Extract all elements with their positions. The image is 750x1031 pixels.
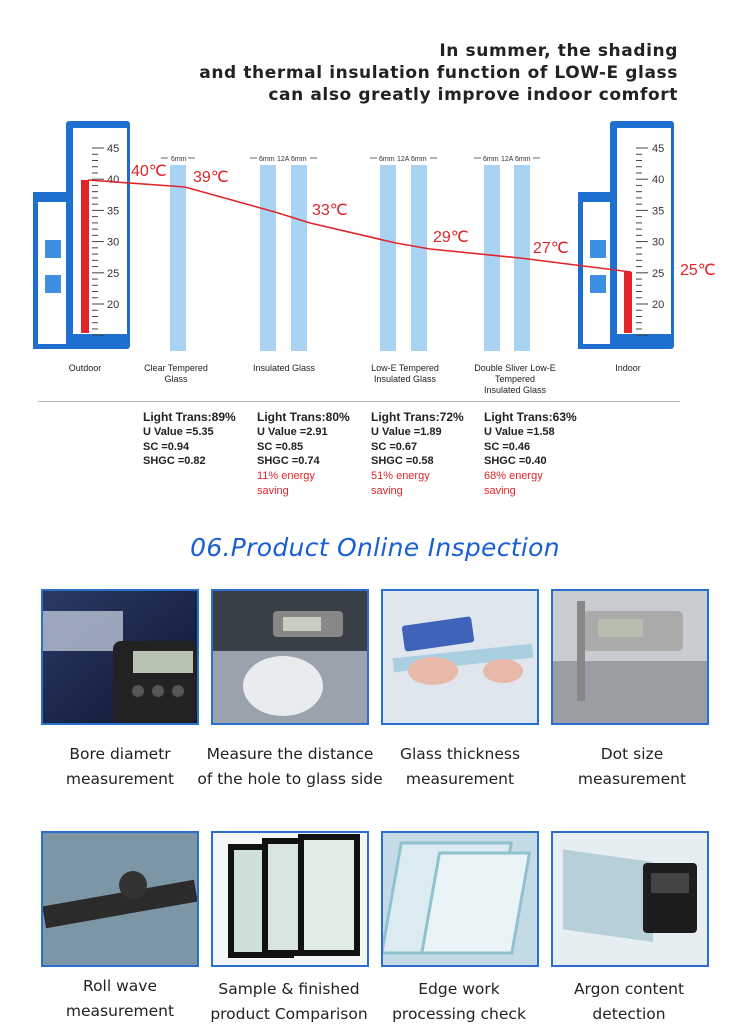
dimension-label: 6mm	[291, 156, 307, 163]
insulated-pane-inner	[291, 165, 307, 351]
column-label-double-silver	[460, 363, 570, 396]
light-trans: Light Trans:72%	[371, 410, 464, 424]
inspection-caption-hole-distance	[190, 742, 390, 792]
column-label-clear-glass	[128, 363, 224, 385]
column-label-insulated	[236, 363, 332, 374]
inspection-caption-argon	[534, 977, 724, 1027]
glass-frame-photo	[211, 831, 369, 967]
label-line: Double Sliver Low-E	[474, 363, 556, 373]
temperature-label: 27℃	[533, 240, 569, 257]
column-label-indoor	[588, 363, 668, 374]
spec-lowe	[371, 410, 481, 499]
caption-line: Measure the distance	[206, 745, 374, 763]
dimension-label: 12A	[397, 156, 410, 163]
inspection-caption-bore	[25, 742, 215, 792]
inspection-caption-thickness	[365, 742, 555, 792]
caption-line: Roll wave	[83, 977, 157, 995]
caliper-photo	[211, 589, 369, 725]
dimension-label: 12A	[277, 156, 290, 163]
spec-double-silver	[484, 410, 594, 499]
caption-line: detection	[592, 1005, 666, 1023]
energy-saving: 51% energy	[371, 470, 430, 483]
double-silver-pane-outer	[484, 165, 500, 351]
caption-line: measurement	[65, 770, 175, 788]
scale-label: 45	[107, 143, 120, 155]
inspection-caption-roll-wave	[25, 974, 215, 1024]
light-trans: Light Trans:80%	[257, 410, 350, 424]
caption-line: Dot size	[600, 745, 664, 763]
light-trans: Light Trans:89%	[143, 410, 236, 424]
thickness-gauge-photo	[381, 589, 539, 725]
glass-edge-photo	[381, 831, 539, 967]
dimension-label: 6mm	[379, 156, 395, 163]
caption-line: Edge work	[418, 980, 500, 998]
inspection-caption-dot-size	[537, 742, 727, 792]
clear-glass-pane	[170, 165, 186, 351]
caption-line: measurement	[405, 770, 515, 788]
indoor-thermometer	[578, 121, 674, 349]
energy-saving: saving	[371, 484, 403, 497]
energy-saving: 68% energy	[484, 470, 543, 483]
dimension-label: 6mm	[411, 156, 427, 163]
sc-value: SC =0.67	[371, 440, 418, 453]
caption-line: Argon content	[573, 980, 685, 998]
scale-label: 25	[107, 267, 120, 280]
headline-line-1: In summer, the shading	[439, 41, 678, 61]
caption-line: Sample & finished	[218, 980, 360, 998]
scale-label: 30	[107, 236, 120, 249]
sc-value: SC =0.94	[143, 440, 190, 453]
dimension-label: 6mm	[483, 156, 499, 163]
label-line: Insulated Glass	[483, 385, 547, 395]
u-value: U Value =1.89	[371, 425, 442, 438]
lowe-pane-outer	[380, 165, 396, 351]
energy-saving: saving	[257, 484, 289, 497]
inspection-caption-sample-comparison	[194, 977, 384, 1027]
energy-saving: saving	[484, 484, 516, 497]
temperature-label: 33℃	[312, 202, 348, 219]
caption-line: product Comparison	[210, 1005, 368, 1023]
temperature-label: 25℃	[680, 262, 716, 279]
label-line: Glass	[164, 374, 188, 384]
divider	[38, 401, 680, 402]
spec-insulated	[257, 410, 367, 499]
argon-detector-photo	[551, 831, 709, 967]
label-line: Tempered	[494, 374, 536, 384]
u-value: U Value =2.91	[257, 425, 328, 438]
caption-line: Glass thickness	[399, 745, 521, 763]
headline-line-2: and thermal insulation function of LOW-E glass	[199, 63, 678, 83]
shgc-value: SHGC =0.82	[143, 455, 206, 468]
shgc-value: SHGC =0.40	[484, 455, 547, 468]
scale-label: 20	[652, 299, 665, 311]
scale-label: 40	[107, 174, 120, 187]
label-line: Outdoor	[68, 363, 102, 373]
temperature-label: 40℃	[131, 163, 167, 180]
dimension-label: 6mm	[515, 156, 531, 163]
scale-label: 45	[652, 143, 665, 155]
caliper-photo	[41, 589, 199, 725]
label-line: Low-E Tempered	[371, 363, 439, 373]
label-line: Insulated Glass	[252, 363, 316, 373]
lowe-pane-inner	[411, 165, 427, 351]
dimension-label: 12A	[501, 156, 514, 163]
temperature-label: 29℃	[433, 229, 469, 246]
shgc-value: SHGC =0.58	[371, 455, 434, 468]
temperature-label: 39℃	[193, 169, 229, 186]
u-value: U Value =1.58	[484, 425, 555, 438]
sc-value: SC =0.46	[484, 440, 531, 453]
scale-label: 20	[107, 299, 120, 311]
label-line: Indoor	[615, 363, 641, 373]
caption-line: processing check	[392, 1005, 526, 1023]
temperature-line	[88, 180, 631, 272]
scale-label: 25	[652, 267, 665, 280]
label-line: Clear Tempered	[144, 363, 208, 373]
dimension-label: 6mm	[171, 156, 187, 163]
caliper-photo	[551, 589, 709, 725]
shgc-value: SHGC =0.74	[257, 455, 320, 468]
caption-line: Bore diametr	[69, 745, 171, 763]
caption-line: of the hole to glass side	[197, 770, 383, 788]
scale-label: 40	[652, 174, 665, 187]
column-label-lowe	[355, 363, 455, 385]
scale-label: 35	[652, 205, 665, 218]
energy-saving: 11% energy	[257, 470, 315, 483]
scale-label: 35	[107, 205, 120, 218]
light-trans: Light Trans:63%	[484, 410, 577, 424]
outdoor-thermometer	[33, 121, 130, 349]
dimension-label: 6mm	[259, 156, 275, 163]
spec-clear-glass	[143, 410, 253, 469]
headline-line-3: can also greatly improve indoor comfort	[268, 85, 678, 105]
column-label-outdoor	[45, 363, 125, 374]
u-value: U Value =5.35	[143, 425, 214, 438]
label-line: Insulated Glass	[373, 374, 437, 384]
sc-value: SC =0.85	[257, 440, 304, 453]
inspection-caption-edge-work	[364, 977, 554, 1027]
caption-line: measurement	[577, 770, 687, 788]
insulated-pane-outer	[260, 165, 276, 351]
scale-label: 30	[652, 236, 665, 249]
section-title: 06.Product Online Inspection	[190, 533, 560, 562]
caption-line: measurement	[65, 1002, 175, 1020]
roll-wave-gauge-photo	[41, 831, 199, 967]
